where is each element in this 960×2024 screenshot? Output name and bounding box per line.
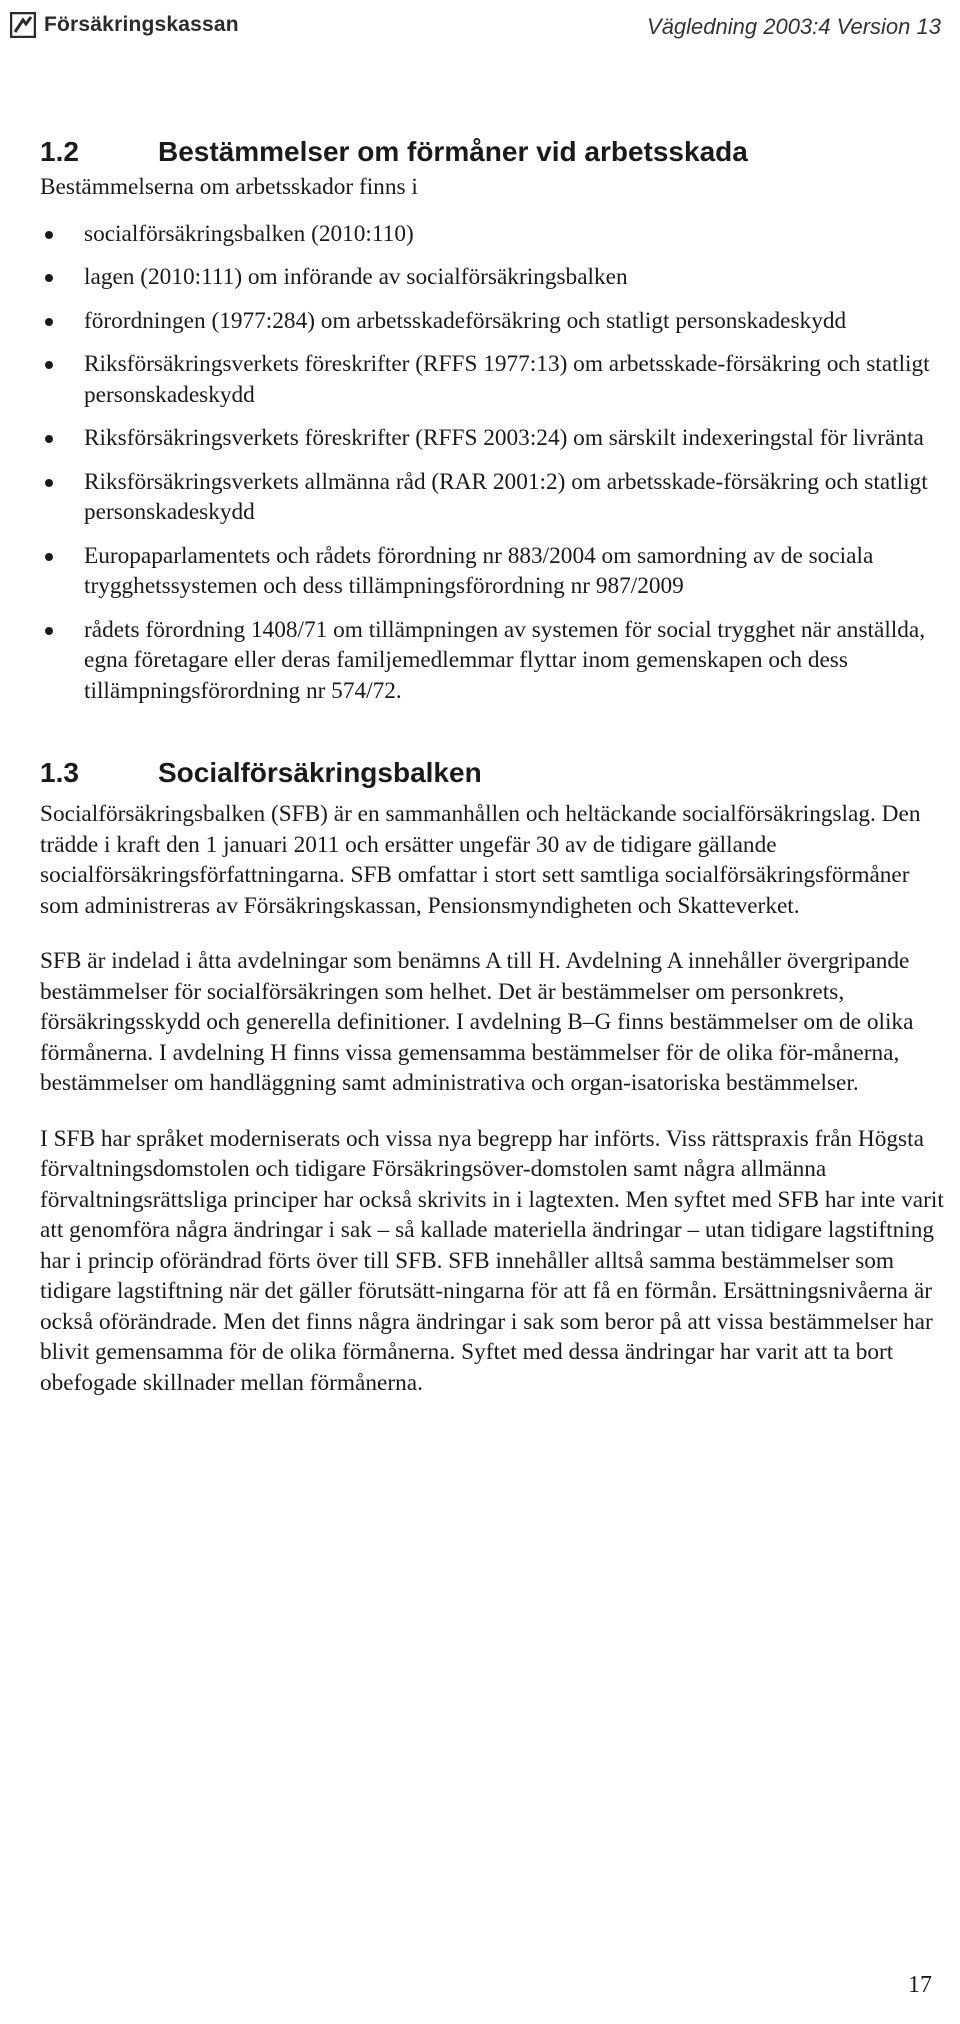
list-item: rådets förordning 1408/71 om tillämpningen av systemen för social trygghet när anställda, egna företagare eller deras familjemedlemmar flyttar inom gemenskapen och dess tillämpningsförordning nr 574/72. xyxy=(40,615,950,707)
section-title: Bestämmelser om förmåner vid arbetsskada xyxy=(158,136,748,167)
section-number: 1.3 xyxy=(40,757,79,788)
section-intro: Bestämmelserna om arbetsskador finns i xyxy=(40,174,418,200)
section-1-2 xyxy=(40,128,950,706)
paragraph: SFB är indelad i åtta avdelningar som benämns A till H. Avdelning A innehåller övergripande bestämmelser för socialförsäkringen som helhet. Det är bestämmelser om personkrets, försäkringsskydd och generella definitioner. I avdelning B–G finns bestämmelser om de olika förmånerna. I avdelning H finns vissa gemensamma bestämmelser för de olika för-månerna, bestämmelser om handläggning samt administrativa och organ-isatoriska bestämmelser. xyxy=(40,948,914,1096)
paragraph: I SFB har språket moderniserats och vissa nya begrepp har införts. Viss rättspraxis från Högsta förvaltningsdomstolen och tidigare Försäkringsöver-domstolen samt några allmänna förvaltningsrättsliga principer har också skrivits in i lagtexten. Men syftet med SFB har inte varit att genomföra några ändringar i sak – så kallade materiella ändringar – utan tidigare lagstiftning har i princip oförändrad förts över till SFB. SFB innehåller alltså samma bestämmelser som tidigare lagstiftning när det gäller förutsätt-ningarna för att få en förmån. Ersättningsnivåerna är också oförändrade. Men det finns några ändringar i sak som beror på att vissa bestämmelser har blivit gemensamma för de olika förmånerna. Syftet med dessa ändringar har varit att ta bort obefogade skillnader mellan förmånerna. xyxy=(40,1125,944,1396)
section-1-3 xyxy=(40,749,950,1398)
page-header xyxy=(0,0,960,60)
section-title: Socialförsäkringsbalken xyxy=(158,757,482,788)
list-item: Riksförsäkringsverkets föreskrifter (RFFS 1977:13) om arbetsskade-försäkring och statligt personskadeskydd xyxy=(40,349,950,410)
list-item: Riksförsäkringsverkets föreskrifter (RFFS 2003:24) om särskilt indexeringstal för livränta xyxy=(40,423,950,454)
list-item: lagen (2010:111) om införande av socialförsäkringsbalken xyxy=(40,262,950,293)
list-item: Europaparlamentets och rådets förordning nr 883/2004 om samordning av de sociala trygghetssystemen och dess tillämpningsförordning nr 987/2009 xyxy=(40,541,950,602)
section-heading xyxy=(40,749,950,797)
paragraph: Socialförsäkringsbalken (SFB) är en sammanhållen och heltäckande socialförsäkringslag. Den trädde i kraft den 1 januari 2011 och ersätter ungefär 30 av de tidigare gällande socialförsäkringsförfattningarna. SFB omfattar i stort sett samtliga socialförsäkringsförmåner som administreras av Försäkringskassan, Pensionsmyndigheten och Skatteverket. xyxy=(40,801,921,919)
logo-text: Försäkringskassan xyxy=(44,13,239,36)
section-heading xyxy=(40,128,950,176)
logo xyxy=(10,10,239,40)
list-item: förordningen (1977:284) om arbetsskadeförsäkring och statligt personskadeskydd xyxy=(40,306,950,337)
document-id: Vägledning 2003:4 Version 13 xyxy=(647,14,941,39)
page-number: 17 xyxy=(908,1972,932,1998)
list-item: Riksförsäkringsverkets allmänna råd (RAR 2001:2) om arbetsskade-försäkring och statligt personskadeskydd xyxy=(40,467,950,528)
forsakringskassan-logo-icon xyxy=(10,12,36,38)
document-body xyxy=(40,128,950,1398)
section-number: 1.2 xyxy=(40,136,79,167)
list-item: socialförsäkringsbalken (2010:110) xyxy=(40,219,950,250)
regulation-list xyxy=(40,219,950,707)
